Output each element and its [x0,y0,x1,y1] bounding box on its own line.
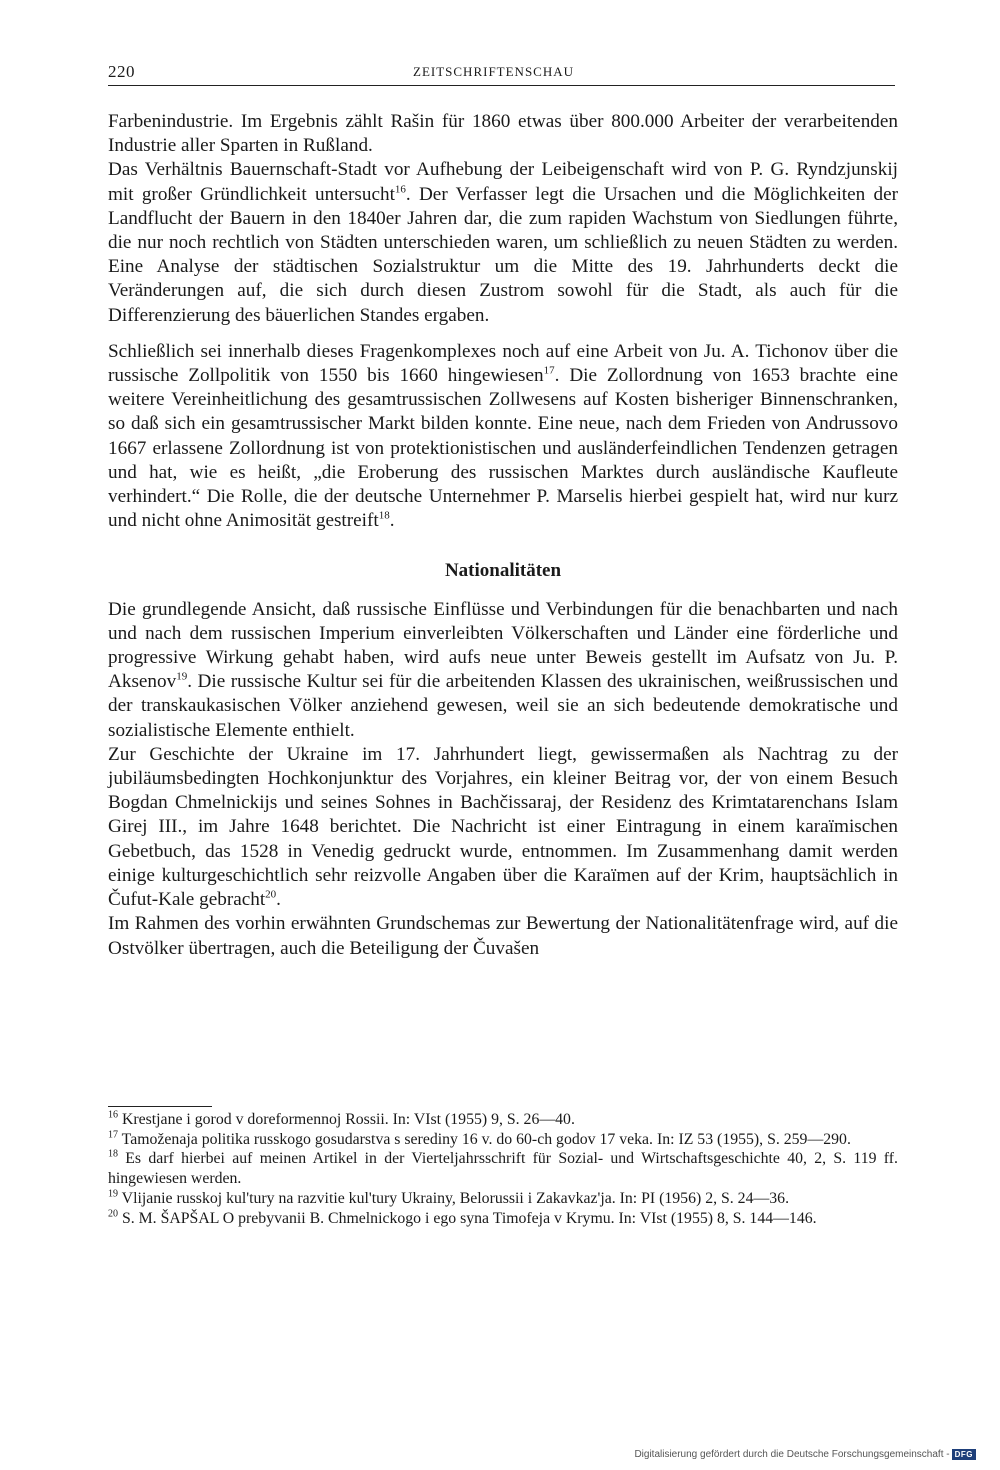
paragraph-2-tail: . Der Verfasser legt die Ursachen und die Möglichkeiten der Landflucht der Bauern in den 1840er Jahren dar, die zum rapiden Wachstum von Siedlungen führte, die nur noch rechtlich von Städten unterschieden waren, um schließlich zu neuen Städten zu werden. Eine Analyse der städtischen Sozialstruktur um die Mitte des 19. Jahrhunderts deckt die Veränderungen auf, die sich durch diesen Zustrom sowohl für die Stadt, als auch für die Differenzierung des bäuerlichen Standes ergaben. [108,183,898,326]
footnote-number: 19 [108,1188,118,1200]
footnote-rule [108,1106,212,1107]
paragraph-3-tail: . Die Zollordnung von 1653 brachte eine weitere Vereinheitlichung des gesamtrussischen Zollwesens auf Kosten bisheriger Binnenschranken, so daß sich ein gesamtrussischer Markt bilden konnte. Eine neue, nach dem Frieden von Andrussovo 1667 erlassene Zollordnung ist von protektionistischen und ausländerfeindlichen Tendenzen getragen und hat, wie es heißt, „die Eroberung des russischen Marktes durch ausländische Kaufleute verhindert.“ Die Rolle, die der deutsche Unternehmer P. Marselis hierbei gespielt hat, wird nur kurz und nicht ohne Animosität gestreift [108,365,898,532]
paragraph-5-text: Zur Geschichte der Ukraine im 17. Jahrhundert liegt, gewissermaßen als Nachtrag zu der jubiläumsbedingten Hochkonjunktur des Vorjahres, ein kleiner Beitrag vor, der von einem Besuch Bogdan Chmelnickijs und seines Sohnes in Bachčissaraj, der Residenz des Krimtatarenchans Islam Girej III., im Jahre 1648 berichtet. Die Nachricht ist einer Eintragung in einem karaïmischen Gebetbuch, das 1528 in Venedig gedruckt wurde, entnommen. Im Zusammenhang damit werden einige kulturgeschichtlich sehr reizvolle Angaben über die Karaïmen auf der Krim, hauptsächlich in Čufut-Kale gebracht [108,743,898,911]
paragraph-2 [108,158,898,327]
footnote-text: Es darf hierbei auf meinen Artikel in der Vierteljahrsschrift für Sozial- und Wirtschaftsgeschichte 40, 2, S. 119 ff. hingewiesen werden. [108,1150,898,1188]
paragraph-4-tail: . Die russische Kultur sei für die arbeitenden Klassen des ukrainischen, weißrussischen und der transkaukasischen Völker anziehend gewesen, weil sie an sich bedeutende demokratische und sozialistische Elemente enthielt. [108,671,898,741]
footnote-ref-18: 18 [378,509,390,522]
paragraph-3 [108,340,898,534]
main-text [108,110,898,961]
page-number: 220 [108,62,135,81]
footnote-text: Vlijanie russkoj kul'tury na razvitie kul'tury Ukrainy, Belorussii i Zakavkaz'ja. In: PI (1956) 2, S. 24—36. [118,1189,790,1207]
running-title: ZEITSCHRIFTENSCHAU [413,64,575,79]
digitization-notice-text: Digitalisierung gefördert durch die Deutsche Forschungsgemeinschaft - [634,1449,950,1460]
footnote-20 [108,1209,898,1229]
digitization-notice [634,1449,976,1460]
paragraph-4-text: Die grundlegende Ansicht, daß russische Einflüsse und Verbindungen für die benachbarten und nach und nach dem russischen Imperium einverleibten Völkerschaften und Länder eine förderliche und progressive Wirkung gehabt haben, wird aufs neue unter Beweis gestellt im Aufsatz von Ju. P. Aksenov [108,598,898,693]
footnote-18 [108,1149,898,1188]
footnote-text: S. M. ŠAPŠAL O prebyvanii B. Chmelnickogo i ego syna Timofeja v Krymu. In: VIst (1955) 8, S. 144—146. [118,1209,817,1227]
paragraph-2-text: Das Verhältnis Bauernschaft-Stadt vor Aufhebung der Leibeigenschaft wird von P. G. Ryndzjunskij mit großer Gründlichkeit untersucht [108,159,898,205]
section-heading: Nationalitäten [444,560,562,582]
footnote-ref-17: 17 [543,364,555,377]
footnote-ref-20: 20 [265,888,277,901]
paragraph-3-text: Schließlich sei innerhalb dieses Fragenkomplexes noch auf eine Arbeit von Ju. A. Tichonov über die russische Zollpolitik von 1550 bis 1660 hingewiesen [108,340,898,387]
paragraph-5-tail: . [276,889,281,911]
footnote-16 [108,1110,898,1130]
paragraph-3-end: . [389,510,395,532]
paragraph-1-text: Farbenindustrie. Im Ergebnis zählt Rašin für 1860 etwas über 800.000 Arbeiter der verarbeitenden Industrie aller Sparten in Rußland. [108,111,898,157]
page-header [108,62,895,84]
footnote-19 [108,1189,898,1209]
dfg-logo-icon: DFG [952,1449,976,1460]
header-rule [108,85,895,86]
footnote-text: Krestjane i gorod v doreformennoj Rossii. In: VIst (1955) 9, S. 26—40. [118,1111,575,1128]
footnote-ref-16: 16 [394,183,406,196]
paragraph-4 [108,598,898,743]
footnote-number: 17 [108,1129,118,1141]
footnote-number: 16 [108,1109,118,1121]
paragraph-6-text: Im Rahmen des vorhin erwähnten Grundschemas zur Bewertung der Nationalitätenfrage wird, auf die Ostvölker übertragen, auch die Beteiligung der Čuvašen [108,913,898,959]
footnotes [108,1110,898,1228]
paragraph-1 [108,110,898,158]
paragraph-5 [108,743,898,912]
paragraph-6 [108,912,898,960]
footnote-text: Tamoženaja politika russkogo gosudarstva s serediny 16 v. do 60-ch godov 17 veka. In: IZ 53 (1955), S. 259—290. [118,1130,851,1148]
footnote-17 [108,1130,898,1150]
footnote-number: 18 [108,1149,118,1161]
footnote-number: 20 [108,1208,118,1220]
footnote-ref-19: 19 [176,670,188,683]
